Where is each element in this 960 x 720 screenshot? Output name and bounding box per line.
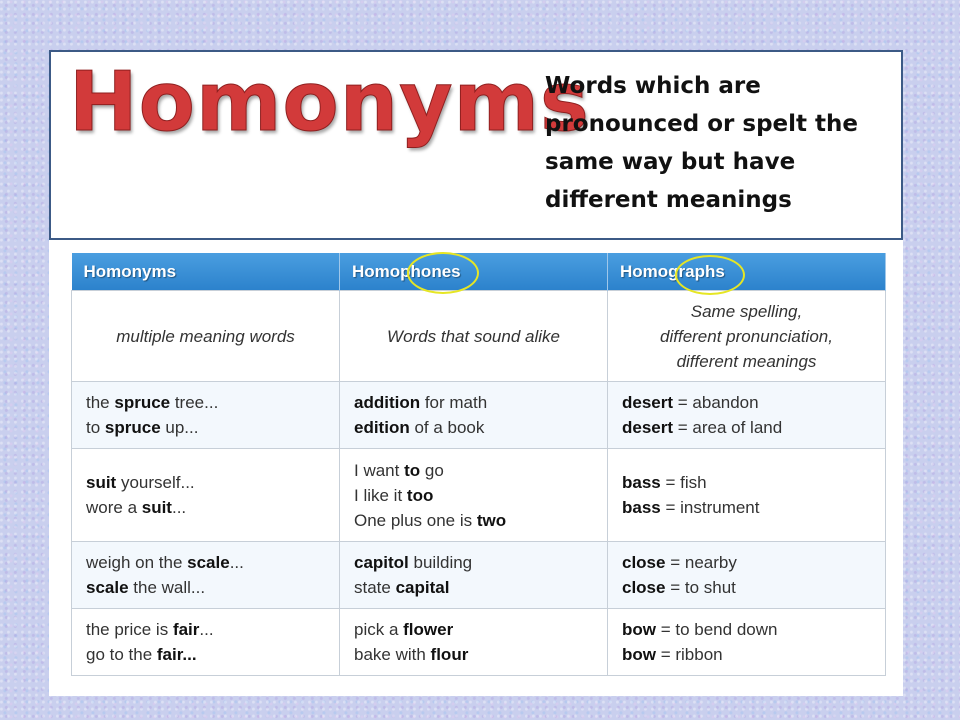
- example-text: ...: [229, 553, 244, 572]
- example-text: up...: [160, 418, 199, 437]
- example-keyword: scale: [187, 553, 230, 572]
- slide-definition: Words which are pronounced or spelt the same way but have different meanings: [545, 73, 858, 213]
- table-cell: [608, 449, 886, 542]
- table-row: [72, 449, 886, 542]
- example-text: I want: [354, 460, 405, 480]
- header-homographs: Homographs: [608, 253, 886, 291]
- example-text: One plus one is: [354, 510, 477, 530]
- table-cell: [340, 609, 608, 676]
- example-text: wore a: [86, 498, 142, 517]
- table-cell: [608, 382, 886, 449]
- example-text: ...: [199, 620, 214, 639]
- example-text: = fish: [660, 473, 707, 492]
- example-keyword: fair...: [156, 645, 197, 664]
- example-text: = nearby: [665, 553, 737, 572]
- table-cell: [72, 382, 340, 449]
- table-cell: [72, 542, 340, 609]
- example-keyword: addition: [354, 393, 421, 412]
- example-text: yourself...: [116, 473, 195, 492]
- example-line: [622, 470, 871, 495]
- table-panel: [49, 240, 903, 696]
- example-keyword: capital: [395, 578, 450, 597]
- example-line: [622, 415, 871, 440]
- example-keyword: edition: [354, 418, 410, 437]
- example-keyword: bow: [622, 645, 656, 664]
- example-line: [354, 390, 593, 415]
- title-box: [49, 50, 903, 240]
- example-line: [86, 642, 325, 667]
- example-keyword: to: [404, 460, 421, 480]
- example-text: ...: [171, 498, 187, 517]
- example-keyword: fair: [172, 620, 200, 639]
- example-line: [86, 550, 325, 575]
- example-line: [354, 483, 593, 508]
- example-text: = ribbon: [656, 645, 723, 664]
- slide-title: Homonyms: [69, 55, 590, 150]
- example-text: I like it: [354, 485, 407, 505]
- description-cell: [72, 291, 340, 382]
- table-cell: [340, 449, 608, 542]
- description-line: Same spelling,: [690, 301, 803, 321]
- example-line: [86, 495, 325, 520]
- example-line: [622, 617, 871, 642]
- table-cell: [608, 609, 886, 676]
- example-line: [354, 458, 593, 483]
- example-line: [622, 550, 871, 575]
- example-text: the wall...: [128, 578, 206, 597]
- example-line: [86, 470, 325, 495]
- homonym-table: [71, 253, 886, 676]
- example-keyword: two: [476, 510, 507, 530]
- example-text: = abandon: [673, 393, 759, 412]
- example-line: [354, 415, 593, 440]
- table-cell: [72, 449, 340, 542]
- table-row: [72, 609, 886, 676]
- example-keyword: capitol: [354, 553, 409, 572]
- example-text: = area of land: [673, 418, 783, 437]
- description-line: different meanings: [676, 351, 817, 371]
- example-line: [86, 390, 325, 415]
- example-text: state: [354, 578, 396, 597]
- example-keyword: desert: [622, 418, 674, 437]
- example-line: [622, 642, 871, 667]
- example-keyword: scale: [86, 578, 129, 597]
- description-row: [72, 291, 886, 382]
- example-text: pick a: [354, 620, 404, 639]
- example-line: [86, 617, 325, 642]
- example-keyword: suit: [141, 498, 172, 517]
- example-keyword: bass: [622, 473, 661, 492]
- table-cell: [340, 542, 608, 609]
- example-keyword: suit: [86, 473, 117, 492]
- example-keyword: close: [622, 578, 666, 597]
- example-text: go: [420, 460, 444, 480]
- example-text: the price is: [86, 620, 173, 639]
- table-cell: [608, 542, 886, 609]
- example-keyword: spruce: [114, 393, 171, 412]
- table-cell: [72, 609, 340, 676]
- example-line: [354, 575, 593, 600]
- example-keyword: close: [622, 553, 666, 572]
- example-line: [354, 550, 593, 575]
- example-text: bake with: [354, 645, 431, 664]
- example-text: weigh on the: [86, 553, 188, 572]
- table-row: [72, 382, 886, 449]
- example-text: = to shut: [665, 578, 736, 597]
- example-line: [86, 575, 325, 600]
- example-text: the: [86, 393, 115, 412]
- description-line: multiple meaning words: [116, 326, 295, 346]
- example-line: [86, 415, 325, 440]
- example-text: = instrument: [660, 498, 760, 517]
- example-line: [622, 390, 871, 415]
- table-cell: [340, 382, 608, 449]
- description-cell: [340, 291, 608, 382]
- example-keyword: desert: [622, 393, 674, 412]
- header-homonyms: Homonyms: [72, 253, 340, 291]
- example-line: [622, 575, 871, 600]
- example-keyword: flower: [403, 620, 454, 639]
- example-line: [622, 495, 871, 520]
- example-text: to: [86, 418, 105, 437]
- example-keyword: bass: [622, 498, 661, 517]
- example-line: [354, 508, 593, 533]
- description-line: Words that sound alike: [387, 326, 560, 346]
- description-cell: [608, 291, 886, 382]
- example-text: of a book: [409, 418, 485, 437]
- header-homophones: Homophones: [340, 253, 608, 291]
- example-text: = to bend down: [656, 620, 778, 639]
- example-line: [354, 617, 593, 642]
- description-line: different pronunciation,: [660, 326, 833, 346]
- example-text: tree...: [170, 393, 219, 412]
- example-keyword: too: [406, 485, 434, 505]
- example-text: go to the: [86, 645, 157, 664]
- example-keyword: spruce: [104, 418, 161, 437]
- example-text: building: [408, 553, 473, 572]
- example-text: for math: [420, 393, 488, 412]
- example-keyword: bow: [622, 620, 656, 639]
- example-keyword: flour: [430, 645, 469, 664]
- table-header-row: [72, 253, 886, 291]
- table-row: [72, 542, 886, 609]
- example-line: [354, 642, 593, 667]
